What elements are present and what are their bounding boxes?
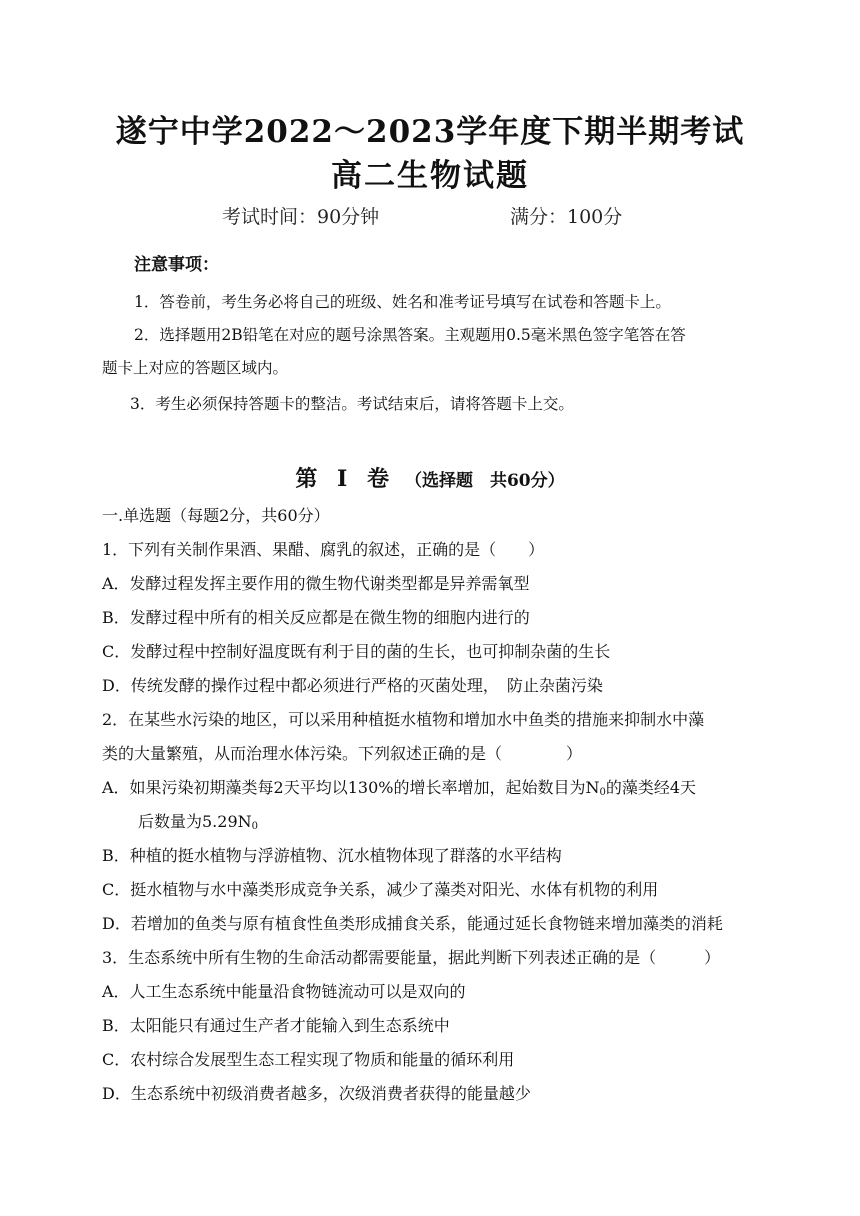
q3-option-c: C．农村综合发展型生态工程实现了物质和能量的循环利用 [102,1050,515,1069]
note-item-2-cont: 题卡上对应的答题区域内。 [102,359,289,377]
note-item-2: 2．选择题用2B铅笔在对应的题号涂黑答案。主观题用0.5毫米黑色签字笔答在答 [134,326,686,344]
section-instruction: 一.单选题（每题2分，共60分） [102,506,330,525]
exam-subtitle: 高二生物试题 [331,158,529,194]
q1-option-a: A．发酵过程发挥主要作用的微生物代谢类型都是异养需氧型 [102,574,530,593]
q1-stem: 1．下列有关制作果酒、果醋、腐乳的叙述，正确的是（ ） [102,540,545,559]
q2-stem: 2．在某些水污染的地区，可以采用种植挺水植物和增加水中鱼类的措施来抑制水中藻 [102,710,705,729]
q2-option-a: A．如果污染初期藻类每2天平均以130%的增长率增加，起始数目为$N_0$的藻类经4天 [102,778,697,798]
notes-heading: 注意事项： [134,255,219,275]
note-item-3: 3．考生必须保持答题卡的整洁。考试结束后，请将答题卡上交。 [130,395,574,413]
q1-option-b: B．发酵过程中所有的相关反应都是在微生物的细胞内进行的 [102,608,530,627]
q2-option-b: B．种植的挺水植物与浮游植物、沉水植物体现了群落的水平结构 [102,846,562,865]
exam-title: 遂宁中学2022～2023学年度下期半期考试 [115,114,745,150]
note-item-1: 1．答卷前，考生务必将自己的班级、姓名和准考证号填写在试卷和答题卡上。 [134,293,671,311]
q3-option-a: A．人工生态系统中能量沿食物链流动可以是双向的 [102,982,466,1001]
q2-stem-cont: 类的大量繁殖，从而治理水体污染。下列叙述正确的是（ ） [102,744,583,763]
q3-stem: 3．生态系统中所有生物的生命活动都需要能量，据此判断下列表述正确的是（ ） [102,948,721,967]
full-score: 满分：100分 [510,206,623,228]
q3-option-d: D．生态系统中初级消费者越多，次级消费者获得的能量越少 [102,1084,531,1103]
exam-time: 考试时间：90分钟 [222,206,380,228]
section-heading [0,462,860,493]
q1-option-d: D．传统发酵的操作过程中都必须进行严格的灭菌处理， 防止杂菌污染 [102,676,603,695]
q2-option-a-cont: 后数量为$5.29N_0$ [138,812,259,832]
q1-option-c: C．发酵过程中控制好温度既有利于目的菌的生长，也可抑制杂菌的生长 [102,642,611,661]
section-subtitle: （选择题 共60分） [404,471,565,491]
section-title: 第 I 卷 [295,466,395,492]
q2-option-c: C．挺水植物与水中藻类形成竞争关系，减少了藻类对阳光、水体有机物的利用 [102,880,659,899]
q3-option-b: B．太阳能只有通过生产者才能输入到生态系统中 [102,1016,450,1035]
q2-option-d: D．若增加的鱼类与原有植食性鱼类形成捕食关系，能通过延长食物链来增加藻类的消耗 [102,914,723,933]
